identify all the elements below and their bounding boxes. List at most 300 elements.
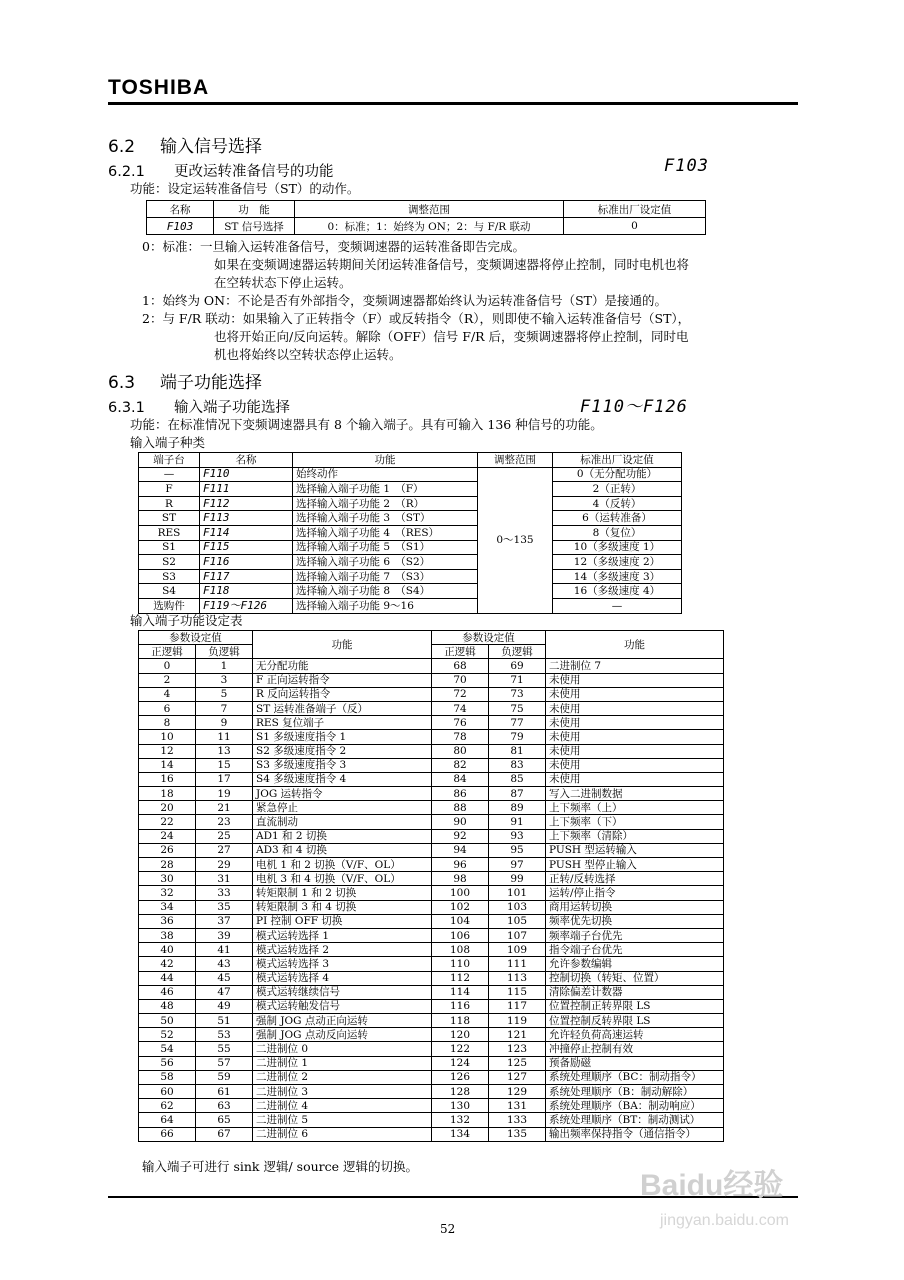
table-cell: 46 xyxy=(139,985,196,999)
section-number: 6.2 xyxy=(108,137,136,157)
table-cell: 选择输入端子功能 4 （RES） xyxy=(293,525,478,540)
table-row xyxy=(139,744,724,758)
table-cell: 59 xyxy=(196,1070,253,1084)
table-cell: 67 xyxy=(196,1127,253,1141)
table-cell: 16 xyxy=(139,772,196,786)
header-cell: 调整范围 xyxy=(478,453,553,468)
table-cell: 6 xyxy=(139,701,196,715)
watermark-logo: Baidu经验 xyxy=(640,1169,784,1202)
table-cell: 10（多级速度 1） xyxy=(553,540,682,555)
table-cell: 50 xyxy=(139,1014,196,1028)
table-cell: 82 xyxy=(432,758,489,772)
section-6-2-heading xyxy=(108,132,262,157)
table-cell: F103 xyxy=(147,218,214,235)
table-row xyxy=(139,872,724,886)
header-rule xyxy=(108,102,798,105)
table-cell: 选择输入端子功能 2 （R） xyxy=(293,496,478,511)
table-cell: 未使用 xyxy=(546,716,724,730)
subsection-title: 输入端子功能选择 xyxy=(174,400,290,416)
table-row xyxy=(139,900,724,914)
table-cell: 102 xyxy=(432,900,489,914)
table-cell: JOG 运转指令 xyxy=(253,787,432,801)
table-cell: 选购件 xyxy=(139,598,200,613)
table-cell: F117 xyxy=(200,569,293,584)
table-cell: 76 xyxy=(432,716,489,730)
table-cell: 21 xyxy=(196,801,253,815)
table-cell: F114 xyxy=(200,525,293,540)
table-header-row xyxy=(147,201,706,218)
table-cell: 113 xyxy=(489,971,546,985)
table-row xyxy=(139,525,682,540)
table-cell: 60 xyxy=(139,1085,196,1099)
table-cell: 134 xyxy=(432,1127,489,1141)
table-cell: F 正向运转指令 xyxy=(253,673,432,687)
table-row xyxy=(139,701,724,715)
table-row xyxy=(139,772,724,786)
table-cell: 未使用 xyxy=(546,744,724,758)
header-cell: 名称 xyxy=(200,453,293,468)
table-cell: 14（多级速度 3） xyxy=(553,569,682,584)
table-cell: 78 xyxy=(432,730,489,744)
footnote: 输入端子可进行 sink 逻辑/ source 逻辑的切换。 xyxy=(142,1159,419,1174)
table-cell: 40 xyxy=(139,943,196,957)
table-cell: 118 xyxy=(432,1014,489,1028)
table-cell: 97 xyxy=(489,858,546,872)
table-cell: 未使用 xyxy=(546,772,724,786)
subsection-number: 6.3.1 xyxy=(108,400,145,416)
table-cell: 指令端子台优先 xyxy=(546,943,724,957)
note-line: 如果在变频调速器运转期间关闭运转准备信号，变频调速器将停止控制，同时电机也将 xyxy=(214,257,690,272)
table-cell: 37 xyxy=(196,914,253,928)
table-row xyxy=(139,886,724,900)
section-6-3-heading xyxy=(108,368,262,393)
table-cell: 49 xyxy=(196,999,253,1013)
table-cell: 70 xyxy=(432,673,489,687)
table-cell: 始终动作 xyxy=(293,467,478,482)
table-cell: 71 xyxy=(489,673,546,687)
settings-table-body xyxy=(139,659,724,1141)
table-cell: 18 xyxy=(139,787,196,801)
table-row xyxy=(139,829,724,843)
header-cell: 功 能 xyxy=(214,201,295,218)
table-cell: 12 xyxy=(139,744,196,758)
table-cell: 模式运转选择 1 xyxy=(253,928,432,942)
table-cell: 紧急停止 xyxy=(253,801,432,815)
table-cell: S3 xyxy=(139,569,200,584)
table-row xyxy=(139,943,724,957)
parameter-code-range: F110～F126 xyxy=(580,397,688,417)
header-cell: 负逻辑 xyxy=(196,645,253,659)
table-cell: 129 xyxy=(489,1085,546,1099)
table-cell: 100 xyxy=(432,886,489,900)
table-cell: 选择输入端子功能 3 （ST） xyxy=(293,511,478,526)
table-cell: 42 xyxy=(139,957,196,971)
table-cell: ST 信号选择 xyxy=(214,218,295,235)
table-cell: 55 xyxy=(196,1042,253,1056)
table-cell: 91 xyxy=(489,815,546,829)
table-cell: ST 运转准备端子（反） xyxy=(253,701,432,715)
table-cell: 115 xyxy=(489,985,546,999)
table-cell: 131 xyxy=(489,1099,546,1113)
table-cell: 51 xyxy=(196,1014,253,1028)
table-cell: F110 xyxy=(200,467,293,482)
section-title: 端子功能选择 xyxy=(160,373,262,393)
table-row xyxy=(139,687,724,701)
table-cell: 无分配功能 xyxy=(253,659,432,673)
table-cell: F112 xyxy=(200,496,293,511)
table-cell: 20 xyxy=(139,801,196,815)
table-cell: 125 xyxy=(489,1056,546,1070)
table-cell: 模式运转选择 3 xyxy=(253,957,432,971)
table-cell: 15 xyxy=(196,758,253,772)
table-cell: 系统处理顺序（BT：制动测试） xyxy=(546,1113,724,1127)
section-title: 输入信号选择 xyxy=(160,137,262,157)
table-row xyxy=(139,985,724,999)
table-cell: 28 xyxy=(139,858,196,872)
table-cell: F111 xyxy=(200,482,293,497)
table-cell: 选择输入端子功能 1 （F） xyxy=(293,482,478,497)
table-cell: 上下频率（下） xyxy=(546,815,724,829)
table-cell: 126 xyxy=(432,1070,489,1084)
table-row xyxy=(139,928,724,942)
table-cell: 未使用 xyxy=(546,687,724,701)
table-cell: 未使用 xyxy=(546,701,724,715)
table-cell: R xyxy=(139,496,200,511)
function-description: 功能：在标准情况下变频调速器具有 8 个输入端子。具有可输入 136 种信号的功能。 xyxy=(130,417,603,432)
table-cell: 81 xyxy=(489,744,546,758)
table-cell: 二进制位 5 xyxy=(253,1113,432,1127)
table-cell: RES xyxy=(139,525,200,540)
table-cell: 位置控制正转界限 LS xyxy=(546,999,724,1013)
note-line: 1：始终为 ON：不论是否有外部指令，变频调速器都始终认为运转准备信号（ST）是接通的。 xyxy=(142,293,668,308)
note-line: 在空转状态下停止运转。 xyxy=(214,275,352,290)
table-cell: 43 xyxy=(196,957,253,971)
table-cell: 117 xyxy=(489,999,546,1013)
table-cell: 64 xyxy=(139,1113,196,1127)
header-cell: 调整范围 xyxy=(295,201,564,218)
table-cell: 56 xyxy=(139,1056,196,1070)
table-row xyxy=(139,914,724,928)
table-row xyxy=(139,555,682,570)
table-cell: 2（正转） xyxy=(553,482,682,497)
table-cell: 34 xyxy=(139,900,196,914)
table-cell: 强制 JOG 点动正向运转 xyxy=(253,1014,432,1028)
table-cell: 模式运转选择 4 xyxy=(253,971,432,985)
table-cell: 位置控制反转界限 LS xyxy=(546,1014,724,1028)
table-cell: PUSH 型运转输入 xyxy=(546,843,724,857)
table-cell: 54 xyxy=(139,1042,196,1056)
table-cell: 66 xyxy=(139,1127,196,1141)
table-row xyxy=(139,584,682,599)
page-number: 52 xyxy=(440,1222,456,1236)
table-row xyxy=(139,1028,724,1042)
table-cell: 35 xyxy=(196,900,253,914)
table-cell: 114 xyxy=(432,985,489,999)
table-cell: 8 xyxy=(139,716,196,730)
table-cell: 99 xyxy=(489,872,546,886)
table-cell: 二进制位 1 xyxy=(253,1056,432,1070)
table-cell: 4（反转） xyxy=(553,496,682,511)
terminal-function-settings-table xyxy=(138,630,724,1142)
table-cell: 系统处理顺序（BC：制动指令） xyxy=(546,1070,724,1084)
table-cell: 频率优先切换 xyxy=(546,914,724,928)
table-cell: 135 xyxy=(489,1127,546,1141)
table-cell: F119～F126 xyxy=(200,598,293,613)
table-cell: 123 xyxy=(489,1042,546,1056)
table-cell: 二进制位 0 xyxy=(253,1042,432,1056)
table-cell: S2 多级速度指令 2 xyxy=(253,744,432,758)
table-row xyxy=(139,569,682,584)
table-row xyxy=(139,673,724,687)
table-cell: 25 xyxy=(196,829,253,843)
header-cell: 参数设定值 xyxy=(432,631,546,645)
table-cell: 72 xyxy=(432,687,489,701)
table-cell: — xyxy=(139,467,200,482)
table-cell: 94 xyxy=(432,843,489,857)
table-cell: 10 xyxy=(139,730,196,744)
table-cell: 87 xyxy=(489,787,546,801)
table-cell: 14 xyxy=(139,758,196,772)
table-cell: — xyxy=(553,598,682,613)
parameter-code: F103 xyxy=(664,156,709,176)
table-row xyxy=(139,511,682,526)
table-cell: 57 xyxy=(196,1056,253,1070)
table-cell: 132 xyxy=(432,1113,489,1127)
table-cell: 5 xyxy=(196,687,253,701)
table-cell: 47 xyxy=(196,985,253,999)
table-cell: 6（运转准备） xyxy=(553,511,682,526)
table-cell: 107 xyxy=(489,928,546,942)
table-cell: 频率端子台优先 xyxy=(546,928,724,942)
watermark-url: jingyan.baidu.com xyxy=(660,1212,789,1229)
table-cell: ST xyxy=(139,511,200,526)
table-cell: 88 xyxy=(432,801,489,815)
table-cell: 选择输入端子功能 6 （S2） xyxy=(293,555,478,570)
table-cell: S4 多级速度指令 4 xyxy=(253,772,432,786)
table-cell: 86 xyxy=(432,787,489,801)
table-cell: 27 xyxy=(196,843,253,857)
table-cell: 116 xyxy=(432,999,489,1013)
note-line: 机也将始终以空转状态停止运转。 xyxy=(214,347,402,362)
header-cell: 名称 xyxy=(147,201,214,218)
table-cell: 85 xyxy=(489,772,546,786)
table-cell: 电机 1 和 2 切换（V/F、OL） xyxy=(253,858,432,872)
header-cell: 正逻辑 xyxy=(139,645,196,659)
table-cell: 9 xyxy=(196,716,253,730)
table-cell: 商用运转切换 xyxy=(546,900,724,914)
table-cell: 二进制位 7 xyxy=(546,659,724,673)
table-cell: 4 xyxy=(139,687,196,701)
table-cell: 1 xyxy=(196,659,253,673)
table-cell: 105 xyxy=(489,914,546,928)
table-row xyxy=(139,1127,724,1141)
table-row xyxy=(139,730,724,744)
table-row xyxy=(139,1099,724,1113)
table-header-row xyxy=(139,631,724,645)
table-cell: 77 xyxy=(489,716,546,730)
table-cell: 8（复位） xyxy=(553,525,682,540)
table-cell: 写入二进制数据 xyxy=(546,787,724,801)
table-cell: 38 xyxy=(139,928,196,942)
table-cell: 36 xyxy=(139,914,196,928)
table-cell: 二进制位 4 xyxy=(253,1099,432,1113)
table-cell: S4 xyxy=(139,584,200,599)
table-row xyxy=(139,815,724,829)
table-cell: 30 xyxy=(139,872,196,886)
table-cell: 53 xyxy=(196,1028,253,1042)
table-cell: 2 xyxy=(139,673,196,687)
table-cell: 93 xyxy=(489,829,546,843)
table-cell: 79 xyxy=(489,730,546,744)
table-cell: 103 xyxy=(489,900,546,914)
header-cell: 功能 xyxy=(546,631,724,659)
table-cell: 0：标准；1：始终为 ON；2：与 F/R 联动 xyxy=(295,218,564,235)
table-cell: 73 xyxy=(489,687,546,701)
table-row xyxy=(139,999,724,1013)
table-cell: F118 xyxy=(200,584,293,599)
table-cell: 清除偏差计数器 xyxy=(546,985,724,999)
table-cell: F116 xyxy=(200,555,293,570)
header-cell: 功能 xyxy=(253,631,432,659)
table-cell: 26 xyxy=(139,843,196,857)
table-cell: F113 xyxy=(200,511,293,526)
table-cell: 61 xyxy=(196,1085,253,1099)
table-cell: 19 xyxy=(196,787,253,801)
table-cell: F xyxy=(139,482,200,497)
table-cell: S1 xyxy=(139,540,200,555)
table-cell: 运转/停止指令 xyxy=(546,886,724,900)
table-row xyxy=(147,218,706,235)
table-cell: 模式运转继续信号 xyxy=(253,985,432,999)
table-row xyxy=(139,716,724,730)
table-caption: 输入端子种类 xyxy=(130,435,206,450)
table-cell: 转矩限制 1 和 2 切换 xyxy=(253,886,432,900)
table-cell: 45 xyxy=(196,971,253,985)
table-cell: 0 xyxy=(564,218,706,235)
table-cell: 84 xyxy=(432,772,489,786)
table-cell: 98 xyxy=(432,872,489,886)
table-cell: 选择输入端子功能 8 （S4） xyxy=(293,584,478,599)
table-cell: 33 xyxy=(196,886,253,900)
table-row xyxy=(139,801,724,815)
header-cell: 参数设定值 xyxy=(139,631,253,645)
note-line: 2：与 F/R 联动：如果输入了正转指令（F）或反转指令（R），则即使不输入运转准备信号（ST）， xyxy=(142,311,691,326)
table-cell: F115 xyxy=(200,540,293,555)
table-row xyxy=(139,482,682,497)
table-row xyxy=(139,598,682,613)
table-cell: 22 xyxy=(139,815,196,829)
section-number: 6.3 xyxy=(108,373,136,393)
table-cell: 65 xyxy=(196,1113,253,1127)
table-cell: 32 xyxy=(139,886,196,900)
table-cell: 23 xyxy=(196,815,253,829)
table-row xyxy=(139,1113,724,1127)
table-cell: 控制切换（转矩、位置） xyxy=(546,971,724,985)
table-cell: 74 xyxy=(432,701,489,715)
section-6-2-1-heading xyxy=(108,160,334,181)
table-row xyxy=(139,971,724,985)
table-row xyxy=(139,540,682,555)
table-cell: 58 xyxy=(139,1070,196,1084)
table-cell: 122 xyxy=(432,1042,489,1056)
note-line: 0：标准：一旦输入运转准备信号，变频调速器的运转准备即告完成。 xyxy=(142,239,525,254)
table-cell: 109 xyxy=(489,943,546,957)
table-cell: 48 xyxy=(139,999,196,1013)
header-cell: 端子台 xyxy=(139,453,200,468)
header-cell: 标准出厂设定值 xyxy=(553,453,682,468)
table-cell: 电机 3 和 4 切换（V/F、OL） xyxy=(253,872,432,886)
table-cell: 上下频率（上） xyxy=(546,801,724,815)
range-cell: 0～135 xyxy=(478,467,553,613)
table-cell: 52 xyxy=(139,1028,196,1042)
table-cell: 96 xyxy=(432,858,489,872)
header-cell: 正逻辑 xyxy=(432,645,489,659)
table-cell: 二进制位 2 xyxy=(253,1070,432,1084)
table-cell: S2 xyxy=(139,555,200,570)
table-cell: 二进制位 6 xyxy=(253,1127,432,1141)
terminal-types-table xyxy=(138,452,682,614)
table-row xyxy=(139,758,724,772)
table-row xyxy=(139,467,682,482)
table-cell: 11 xyxy=(196,730,253,744)
table-row xyxy=(139,659,724,673)
table-cell: 直流制动 xyxy=(253,815,432,829)
table-cell: 62 xyxy=(139,1099,196,1113)
table-row xyxy=(139,1056,724,1070)
header-cell: 功能 xyxy=(293,453,478,468)
table-cell: 63 xyxy=(196,1099,253,1113)
table-cell: 未使用 xyxy=(546,673,724,687)
table-cell: 预备励磁 xyxy=(546,1056,724,1070)
table-cell: PI 控制 OFF 切换 xyxy=(253,914,432,928)
table-cell: 75 xyxy=(489,701,546,715)
note-line: 也将开始正向/反向运转。解除（OFF）信号 F/R 后，变频调速器将停止控制，同时电 xyxy=(214,329,689,344)
table-cell: 二进制位 3 xyxy=(253,1085,432,1099)
table-row xyxy=(139,957,724,971)
table-cell: 128 xyxy=(432,1085,489,1099)
table-row xyxy=(139,858,724,872)
table-cell: 127 xyxy=(489,1070,546,1084)
table-row xyxy=(139,1085,724,1099)
table-cell: 12（多级速度 2） xyxy=(553,555,682,570)
table-row xyxy=(139,1042,724,1056)
toshiba-logo: TOSHIBA xyxy=(108,76,210,99)
table-cell: 7 xyxy=(196,701,253,715)
table-cell: RES 复位端子 xyxy=(253,716,432,730)
table-cell: 选择输入端子功能 5 （S1） xyxy=(293,540,478,555)
table-cell: 0（无分配功能） xyxy=(553,467,682,482)
table-cell: 转矩限制 3 和 4 切换 xyxy=(253,900,432,914)
table-cell: 101 xyxy=(489,886,546,900)
table-cell: 29 xyxy=(196,858,253,872)
table-cell: 41 xyxy=(196,943,253,957)
table-cell: PUSH 型停止输入 xyxy=(546,858,724,872)
table-header-row xyxy=(139,453,682,468)
table-cell: 16（多级速度 4） xyxy=(553,584,682,599)
table-cell: 13 xyxy=(196,744,253,758)
table-cell: 69 xyxy=(489,659,546,673)
table-cell: AD3 和 4 切换 xyxy=(253,843,432,857)
table-cell: 119 xyxy=(489,1014,546,1028)
table-cell: 121 xyxy=(489,1028,546,1042)
table-cell: 模式运转触发信号 xyxy=(253,999,432,1013)
table-cell: 133 xyxy=(489,1113,546,1127)
table-cell: 120 xyxy=(432,1028,489,1042)
table-cell: 24 xyxy=(139,829,196,843)
table-cell: 44 xyxy=(139,971,196,985)
table-cell: 92 xyxy=(432,829,489,843)
table-row xyxy=(139,1070,724,1084)
